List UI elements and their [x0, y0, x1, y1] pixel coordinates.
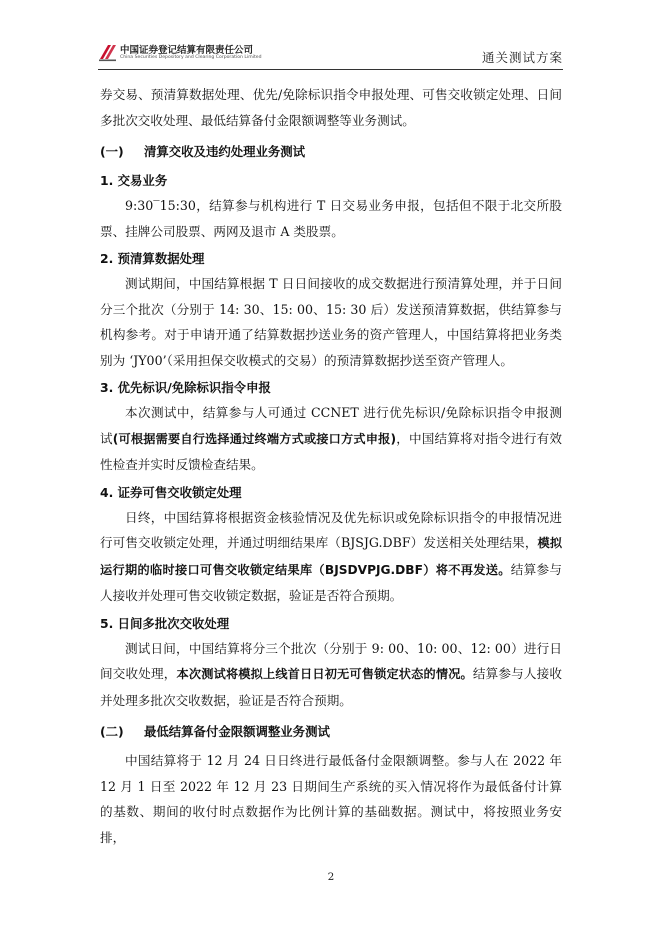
document-title: 通关测试方案 — [481, 50, 563, 65]
header-divider — [98, 69, 563, 70]
section-1-number: (一) — [100, 144, 124, 159]
company-logo — [98, 42, 298, 66]
subsection-1-1-title: 1. 交易业务 — [100, 173, 168, 188]
section-2-text: 中国结算将于 12 月 24 日日终进行最低备付金限额调整。参与人在 2022 年 12 月 1 日至 2022 年 12 月 23 日期间生产系统的买入情况将作为最低备付计算的基数、期间的收付时点数据作为比例计算的基础数据。测试中，将按照业务安排， — [100, 753, 562, 845]
logo-mark-icon — [98, 42, 117, 62]
subsection-1-2-title: 2. 预清算数据处理 — [100, 251, 205, 266]
intro-paragraph: 券交易、预清算数据处理、优先/免除标识指令申报处理、可售交收锁定处理、日间多批次交收处理、最低结算备付金限额调整等业务测试。 — [100, 87, 562, 128]
section-2-title: 最低结算备付金限额调整业务测试 — [144, 724, 330, 739]
s1-5-text-b: 结算参与人接收并处理多批次交收数据，验证是否符合预期。 — [100, 666, 563, 708]
subsection-1-3-title: 3. 优先标识/免除标识指令申报 — [100, 380, 271, 395]
s1-3-text-b: ，中国结算将对指令进行有效性检查并实时反馈检查结果。 — [100, 430, 563, 472]
subsection-1-5-title: 5. 日间多批次交收处理 — [100, 615, 230, 631]
s1-4-text-b: 结算参与人接收并处理可售交收锁定数据，验证是否符合预期。 — [100, 561, 563, 603]
subsection-1-5-text — [100, 636, 562, 714]
section-1-heading — [100, 139, 562, 164]
page-body — [100, 82, 562, 850]
s1-3-text-bold: (可根据需要自行选择通过终端方式或接口方式申报) — [112, 431, 397, 446]
subsection-1-2-text: 测试期间，中国结算根据 T 日日间接收的成交数据进行预清算处理，并于日间分三个批次（分别于 14: 30、15: 00、15: 30 后）发送预清算数据，供结算参与机构参考。对于申请开通了结算数据抄送业务的资产管理人，中国结算将把业务类别为 ‘JY00’（采用担保交收模式的交易）的预清算数据抄送至资产管理人。 — [100, 276, 562, 368]
logo-cn-text: 中国证券登记结算有限责任公司 — [120, 45, 254, 56]
section-2-number: (二) — [100, 724, 124, 739]
section-1-title: 清算交收及违约处理业务测试 — [144, 144, 306, 159]
s1-5-text-a: 测试日间，中国结算将分三个批次（分别于 9: 00、10: 00、12: 00）进行日间交收处理， — [100, 640, 562, 681]
page-header — [98, 40, 563, 70]
s1-5-text-bold: 本次测试将模拟上线首日日初无可售锁定状态的情况。 — [176, 667, 473, 681]
s1-4-text-bold: 模拟运行期的临时接口可售交收锁定结果库（BJSDVPJG.DBF）将不再发送。 — [100, 536, 563, 577]
subsection-1-4-title: 4. 证券可售交收锁定处理 — [100, 484, 242, 500]
subsection-1-3-text — [100, 400, 562, 478]
subsection-1-4-text — [100, 505, 562, 609]
s1-4-text-a: 日终，中国结算将根据资金核验情况及优先标识或免除标识指令的申报情况进行可售交收锁定处理，并通过明细结果库（BJSJG.DBF）发送相关处理结果， — [100, 509, 562, 550]
logo-en-text: China Securities Depository and Clearing Corporation Limited — [120, 55, 262, 60]
s1-3-text-a: 本次测试中，结算参与人可通过 CCNET 进行优先标识/免除标识指令申报测试 — [100, 405, 562, 446]
page-number: 2 — [327, 871, 335, 883]
section-2-heading — [100, 719, 562, 744]
subsection-1-1-text: 9:30‾15:30，结算参与机构进行 T 日交易业务申报，包括但不限于北交所股票、挂牌公司股票、两网及退市 A 类股票。 — [100, 198, 562, 239]
